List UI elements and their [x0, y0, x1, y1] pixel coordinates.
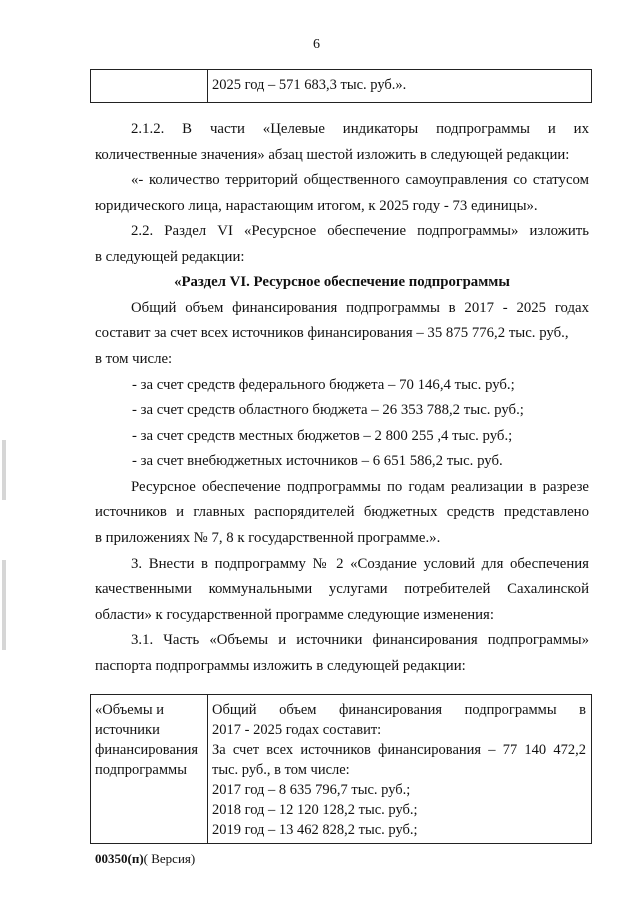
table-cell-text: Общий объем финансирования подпрограммы в — [212, 702, 586, 718]
paragraph-line: 2.1.2. В части «Целевые индикаторы подпрограммы и их — [131, 121, 589, 137]
document-footer — [95, 851, 195, 867]
paragraph-line: источников и главных распорядителей бюджетных средств представлено — [95, 504, 589, 520]
paragraph-line: качественными коммунальными услугами потребителей Сахалинской — [95, 581, 589, 597]
paragraph-line: количественные значения» абзац шестой изложить в следующей редакции: — [95, 147, 570, 163]
paragraph-line: Ресурсное обеспечение подпрограммы по годам реализации в разрезе — [131, 479, 589, 495]
table-cell-text: подпрограммы — [95, 762, 187, 778]
paragraph-line: области» к государственной программе следующие изменения: — [95, 607, 494, 623]
paragraph-line: 3. Внести в подпрограмму № 2 «Создание условий для обеспечения — [131, 556, 589, 572]
list-item: - за счет внебюджетных источников – 6 651 586,2 тыс. руб. — [132, 453, 503, 469]
paragraph-line: Общий объем финансирования подпрограммы в 2017 - 2025 годах — [131, 300, 589, 316]
table-cell-text: финансирования — [95, 742, 199, 758]
continued-table — [90, 69, 592, 103]
list-item: - за счет средств местных бюджетов – 2 800 255 ,4 тыс. руб.; — [132, 428, 513, 444]
document-version: ( Версия) — [143, 851, 196, 866]
table-cell-text: За счет всех источников финансирования – 77 140 472,2 — [212, 742, 586, 758]
scan-margin-mark — [2, 560, 6, 650]
paragraph-line: «- количество территорий общественного самоуправления со статусом — [131, 172, 589, 188]
paragraph-line: в приложениях № 7, 8 к государственной программе.». — [95, 530, 441, 546]
paragraph-line: 2.2. Раздел VI «Ресурсное обеспечение подпрограммы» изложить — [131, 223, 589, 239]
scan-margin-mark — [2, 440, 6, 500]
table-cell-left — [91, 695, 208, 843]
page-number: 6 — [313, 37, 320, 52]
table-cell-text: 2017 год – 8 635 796,7 тыс. руб.; — [212, 782, 411, 798]
paragraph-line: в том числе: — [95, 351, 173, 367]
paragraph-line: 3.1. Часть «Объемы и источники финансирования подпрограммы» — [131, 632, 589, 648]
paragraph-line: паспорта подпрограммы изложить в следующей редакции: — [95, 658, 466, 674]
paragraph-line: в следующей редакции: — [95, 249, 245, 265]
table-cell-text: тыс. руб., в том числе: — [212, 762, 350, 778]
list-item: - за счет средств областного бюджета – 26 353 788,2 тыс. руб.; — [132, 402, 524, 418]
passport-table — [90, 694, 592, 844]
paragraph-line: составит за счет всех источников финансирования – 35 875 776,2 тыс. руб., — [95, 325, 569, 341]
table-cell-text: 2017 - 2025 годах составит: — [212, 722, 382, 738]
table-cell-text: 2025 год – 571 683,3 тыс. руб.». — [212, 77, 407, 93]
paragraph-line: юридического лица, нарастающим итогом, к 2025 году - 73 единицы». — [95, 198, 538, 214]
table-cell-text: «Объемы и — [95, 702, 164, 718]
section-heading: «Раздел VI. Ресурсное обеспечение подпрограммы — [174, 274, 510, 290]
table-cell-text: источники — [95, 722, 160, 738]
table-cell-text: 2019 год – 13 462 828,2 тыс. руб.; — [212, 822, 418, 838]
table-cell-text: 2018 год – 12 120 128,2 тыс. руб.; — [212, 802, 418, 818]
document-code: 00350(п) — [95, 851, 144, 866]
table-cell-left — [91, 70, 208, 102]
list-item: - за счет средств федерального бюджета – 70 146,4 тыс. руб.; — [132, 377, 515, 393]
